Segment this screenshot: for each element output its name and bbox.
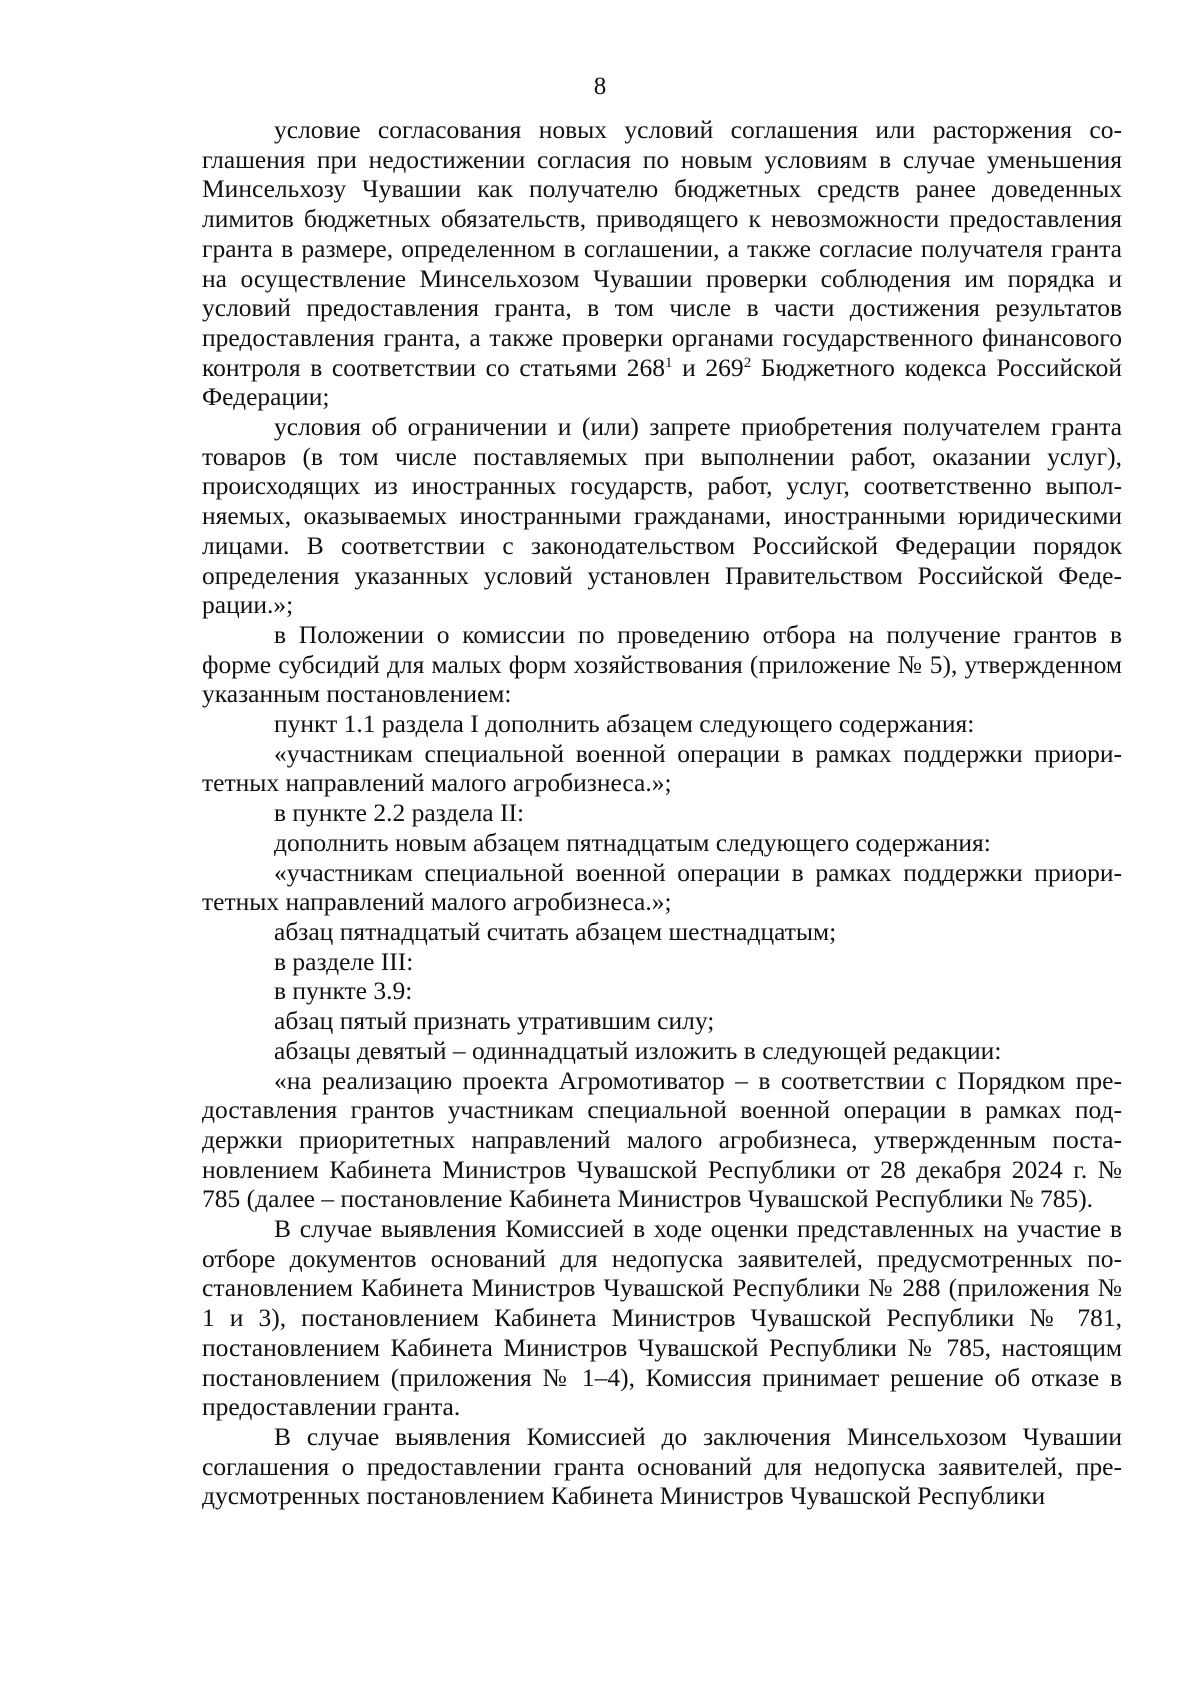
paragraph-add-fifteenth: дополнить новым абзацем пятнадцатым следующего содержания: [274, 827, 991, 857]
paragraph-purchase-restrictions: условия об ограничении и (или) запрете приобретения получателем гранта товаров (в том числе поставляемых при выполнении работ, оказании услуг), происходящих из иностранных государств, работ, услуг, соответственно выполняемых, оказываемых иностранными гражданами, иностранными юридическими лицами. В соответствии с законодательством Российской Федерации порядок определения указанных условий установлен Правительством Российской Федерации.»; [202, 412, 1122, 620]
paragraph-before-agreement: В случае выявления Комиссией до заключения Минсельхозом Чувашии соглашения о предоставлении гранта оснований для недопуска заявителей, предусмотренных постановлением Кабинета Министров Чувашской Республики [202, 1421, 1122, 1511]
document-body [202, 115, 1122, 1511]
paragraph-agromotivator: «на реализацию проекта Агромотиватор – в соответствии с Порядком предоставления грантов участникам специальной военной операции в рамках поддержки приоритетных направлений малого агробизнеса, утвержденным постановлением Кабинета Министров Чувашской Республики от 28 декабря 2024 г. № 785 (далее – постановление Кабинета Министров Чувашской Республики № 785). [202, 1065, 1122, 1214]
paragraph-fifth-void: абзац пятый признать утратившим силу; [274, 1006, 715, 1036]
paragraph-text: условие согласования новых условий соглашения или расторжения соглашения при недостижении согласия по новым условиям в случае уменьшения Минсельхозу Чувашии как получателю бюджетных средств ранее доведенных лимитов бюджетных обязательств, приводящего к невозможности предоставления гранта в размере, определенном в соглашении, а также согласие получателя гранта на осуществление Минсельхозом Чувашии проверки соблюдения им порядка и условий предоставления гранта, в том числе в части достижения результатов предоставления гранта, а также проверки органами государственного финансового контроля в соответствии со статьями 268 [202, 115, 1122, 382]
paragraph-new-wording: абзацы девятый – одиннадцатый изложить в следующей редакции: [274, 1035, 1002, 1065]
paragraph-item-1-1: пункт 1.1 раздела I дополнить абзацем следующего содержания: [274, 709, 975, 739]
paragraph-item-2-2: в пункте 2.2 раздела II: [274, 798, 525, 828]
paragraph-section-3: в разделе III: [274, 946, 414, 976]
paragraph-text: Бюджетного кодекса Российской Федерации; [202, 352, 1122, 412]
paragraph-quote-svo-1: «участникам специальной военной операции в рамках поддержки приоритетных направлений малого агробизнеса.»; [202, 738, 1122, 798]
paragraph-commission-regulation: в Положении о комиссии по проведению отбора на получение грантов в форме субсидий для малых форм хозяйствования (приложение № 5), утвержденном указанным постановлением: [202, 619, 1122, 709]
page-number: 8 [593, 73, 607, 100]
paragraph-item-3-9: в пункте 3.9: [274, 976, 413, 1006]
paragraph-quote-svo-2: «участникам специальной военной операции в рамках поддержки приоритетных направлений малого агробизнеса.»; [202, 857, 1122, 917]
paragraph-agreement-conditions [202, 115, 1122, 412]
paragraph-text: и 269 [672, 352, 744, 382]
paragraph-renumber: абзац пятнадцатый считать абзацем шестнадцатым; [274, 916, 837, 946]
superscript-1: 1 [664, 354, 673, 371]
paragraph-refusal-decision: В случае выявления Комиссией в ходе оценки представленных на участие в отборе документов оснований для недопуска заявителей, предусмотренных постановлением Кабинета Министров Чувашской Республики № 288 (приложения № 1 и 3), постановлением Кабинета Министров Чувашской Республики № 781, постановлением Кабинета Министров Чувашской Республики № 785, настоящим постановлением (приложения № 1–4), Комиссия принимает решение об отказе в предоставлении гранта. [202, 1214, 1122, 1422]
superscript-2: 2 [743, 354, 752, 371]
